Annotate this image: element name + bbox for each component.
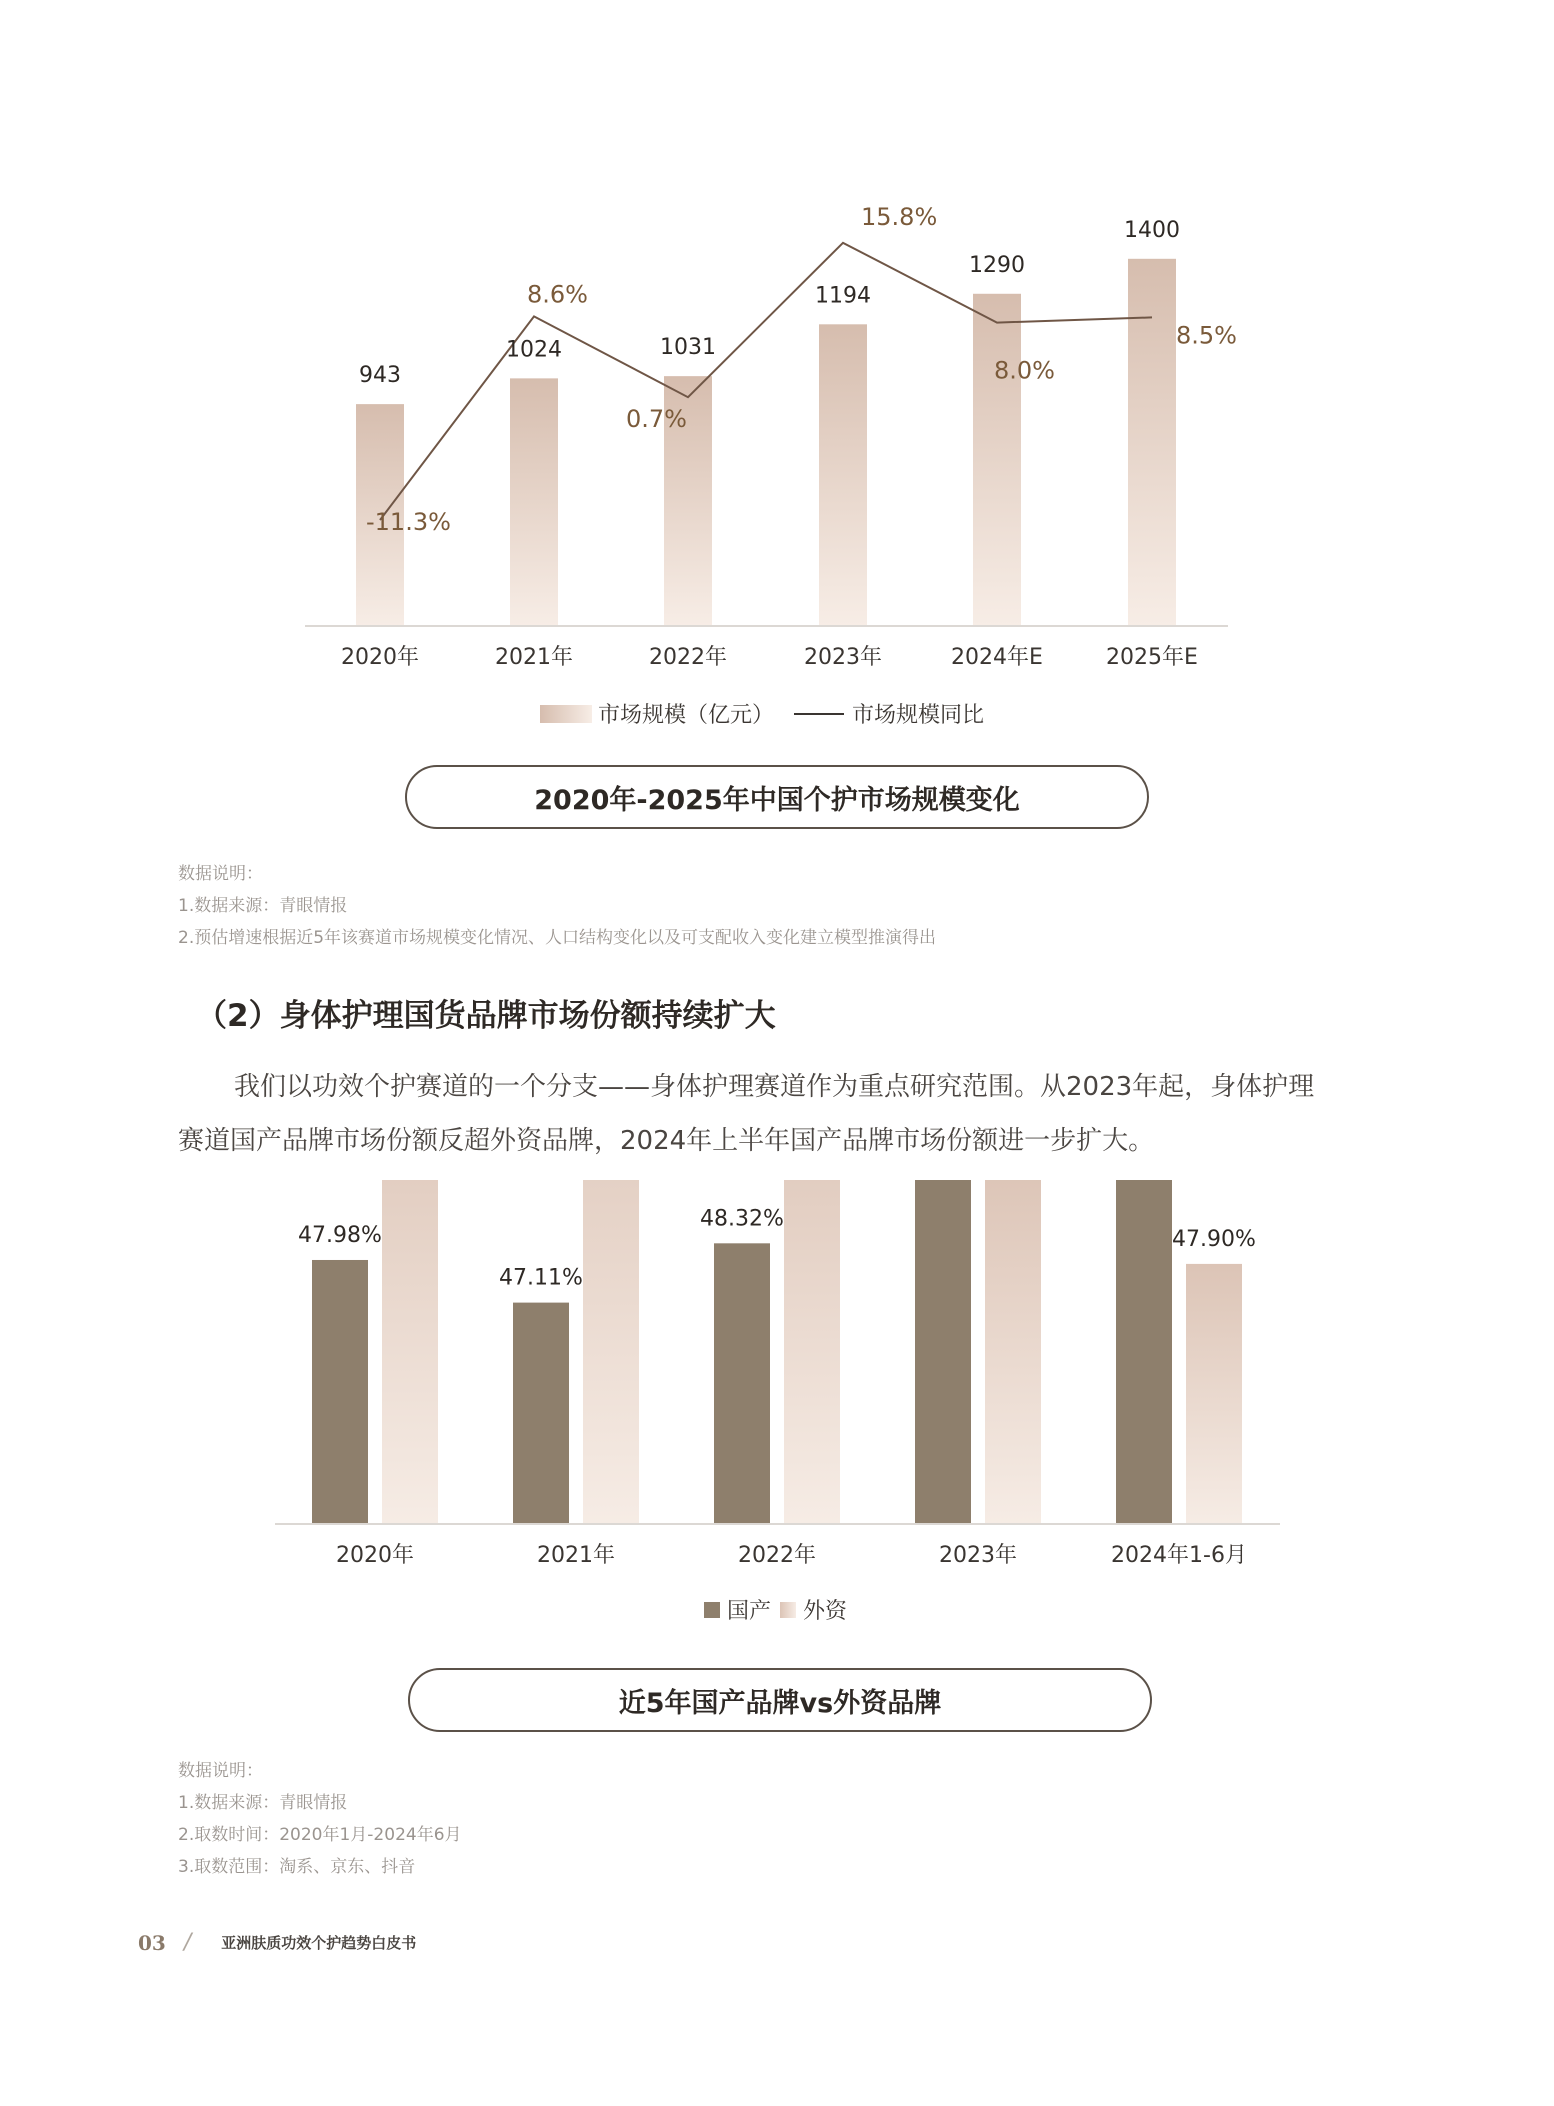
x-tick-label: 2024年1-6月 — [1111, 1543, 1247, 1568]
bar-value-label: 47.11% — [499, 1265, 583, 1291]
market-size-chart — [0, 0, 1554, 740]
paragraph-line: 赛道国产品牌市场份额反超外资品牌，2024年上半年国产品牌市场份额进一步扩大。 — [178, 1126, 1155, 1156]
legend-label-line: 市场规模同比 — [852, 703, 985, 728]
bar-domestic — [312, 1260, 368, 1524]
page-footer — [138, 1930, 416, 1955]
legend-swatch-foreign — [780, 1602, 796, 1618]
bar — [819, 324, 867, 626]
bar-foreign — [1186, 1264, 1242, 1524]
body-paragraph — [178, 1060, 1388, 1168]
x-tick-label: 2021年 — [537, 1543, 615, 1568]
bar-value-label: 1031 — [660, 335, 716, 361]
bar-foreign — [583, 1180, 639, 1524]
bar-foreign — [382, 1180, 438, 1524]
chart2-caption: 近5年国产品牌vs外资品牌 — [408, 1668, 1152, 1732]
legend — [540, 703, 984, 728]
brand-share-chart — [0, 1180, 1554, 1640]
x-tick-label: 2023年 — [804, 645, 882, 670]
bar-domestic — [1116, 1180, 1172, 1524]
legend — [704, 1599, 848, 1624]
page-number: 03 — [138, 1930, 166, 1955]
legend-label-bar: 市场规模（亿元） — [598, 703, 775, 728]
growth-value-label: 15.8% — [861, 202, 938, 231]
x-tick-label: 2022年 — [738, 1543, 816, 1568]
footer-divider: / — [183, 1930, 192, 1955]
bar-value-label: 943 — [359, 363, 401, 389]
x-tick-label: 2023年 — [939, 1543, 1017, 1568]
bar-domestic — [714, 1243, 770, 1524]
x-tick-label: 2025年E — [1106, 645, 1198, 670]
document-title: 亚洲肤质功效个护趋势白皮书 — [221, 1934, 417, 1952]
legend-label-domestic: 国产 — [727, 1599, 772, 1624]
growth-value-label: 8.5% — [1176, 321, 1237, 350]
x-tick-label: 2024年E — [951, 645, 1043, 670]
paragraph-line: 我们以功效个护赛道的一个分支——身体护理赛道作为重点研究范围。从2023年起，身体护理 — [234, 1072, 1315, 1102]
x-tick-label: 2020年 — [336, 1543, 414, 1568]
growth-value-label: -11.3% — [366, 507, 451, 536]
note-line: 数据说明： — [178, 864, 263, 884]
bar-value-label: 1024 — [506, 337, 562, 363]
bar-domestic — [513, 1303, 569, 1524]
growth-value-label: 8.6% — [527, 280, 588, 309]
bar — [1128, 259, 1176, 626]
x-tick-label: 2020年 — [341, 645, 419, 670]
note-line: 3.取数范围：淘系、京东、抖音 — [178, 1857, 416, 1877]
section-title: （2）身体护理国货品牌市场份额持续扩大 — [196, 998, 776, 1034]
bar-value-label: 48.32% — [700, 1206, 784, 1232]
growth-value-label: 8.0% — [994, 356, 1055, 385]
note-line: 2.预估增速根据近5年该赛道市场规模变化情况、人口结构变化以及可支配收入变化建立模型推演得出 — [178, 928, 937, 948]
x-tick-label: 2021年 — [495, 645, 573, 670]
bar-value-label: 1194 — [815, 283, 871, 309]
growth-value-label: 0.7% — [626, 405, 687, 434]
chart1-caption: 2020年-2025年中国个护市场规模变化 — [405, 765, 1149, 829]
chart1-notes — [178, 858, 936, 954]
bar-value-label: 1290 — [969, 252, 1025, 278]
bar-foreign — [784, 1180, 840, 1524]
legend-swatch-domestic — [704, 1602, 720, 1618]
note-line: 数据说明： — [178, 1761, 263, 1781]
legend-label-foreign: 外资 — [803, 1599, 848, 1624]
bar-value-label: 1400 — [1124, 217, 1180, 243]
note-line: 1.数据来源：青眼情报 — [178, 896, 348, 916]
x-tick-label: 2022年 — [649, 645, 727, 670]
bar-value-label: 47.90% — [1172, 1226, 1256, 1252]
bar-foreign — [985, 1180, 1041, 1524]
note-line: 2.取数时间：2020年1月-2024年6月 — [178, 1825, 462, 1845]
bar-value-label: 47.98% — [298, 1222, 382, 1248]
bar — [510, 378, 558, 626]
note-line: 1.数据来源：青眼情报 — [178, 1793, 348, 1813]
chart2-notes — [178, 1755, 462, 1883]
legend-swatch-bar — [540, 705, 592, 723]
bar-domestic — [915, 1180, 971, 1524]
bar — [973, 294, 1021, 626]
